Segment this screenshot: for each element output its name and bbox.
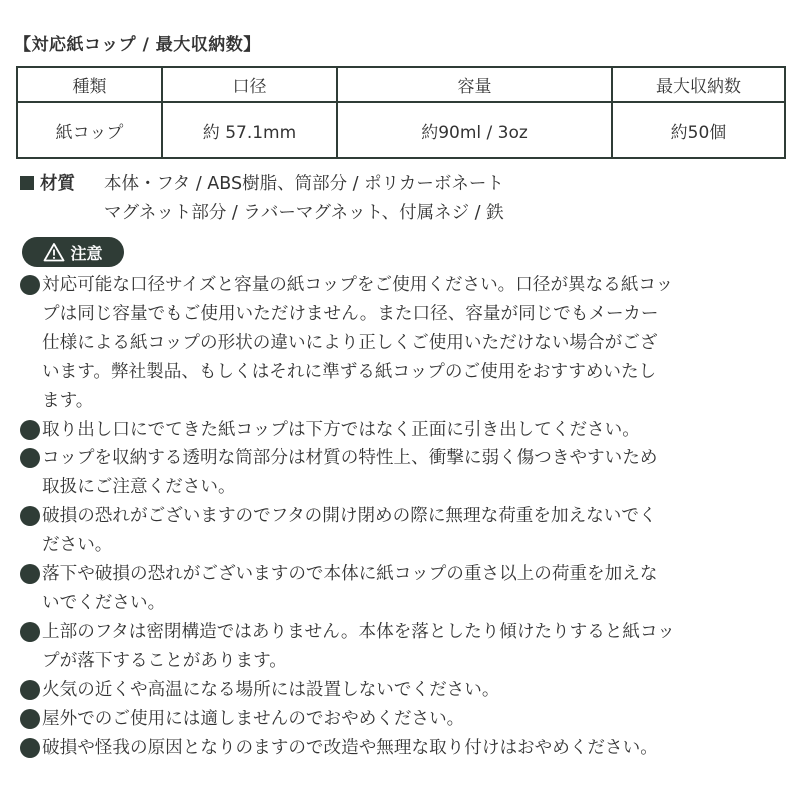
bullet-dot-icon (20, 680, 40, 700)
bullet-dot-icon (20, 709, 40, 729)
caution-badge (22, 237, 124, 267)
caution-item (20, 502, 792, 560)
caution-item (20, 705, 792, 734)
table-row (17, 102, 785, 158)
caution-text-line: 屋外でのご使用には適しませんのでおやめください。 (42, 708, 465, 729)
caution-item (20, 676, 792, 705)
caution-text-line: プは同じ容量でもご使用いただけません。また口径、容量が同じでもメーカー (42, 303, 659, 324)
caution-text-line: ださい。 (42, 535, 113, 556)
caution-text-line: コップを収納する透明な筒部分は材質の特性上、衝撃に弱く傷つきやすいため (42, 448, 658, 469)
caution-text-line: 火気の近くや高温になる場所には設置しないでください。 (42, 679, 500, 700)
cell-diameter: 約 57.1mm (162, 102, 337, 158)
caution-item (20, 271, 792, 416)
caution-item (20, 416, 792, 445)
material-line: 本体・フタ / ABS樹脂、筒部分 / ポリカーボネート (104, 174, 504, 194)
caution-text-line: 対応可能な口径サイズと容量の紙コップをご使用ください。口径が異なる紙コッ (42, 275, 674, 295)
caution-label: 注意 (70, 243, 103, 263)
bullet-dot-icon (20, 738, 40, 758)
header-type: 種類 (17, 67, 162, 102)
caution-text-line: 破損の恐れがございますのでフタの開け閉めの際に無理な荷重を加えないでく (42, 506, 657, 527)
bullet-dot-icon (20, 420, 40, 440)
caution-text-line: いでください。 (42, 592, 166, 613)
caution-text-line: プが落下することがあります。 (42, 650, 287, 671)
caution-text-line: 落下や破損の恐れがございますので本体に紙コップの重さ以上の荷重を加えな (42, 564, 658, 585)
material-label: 材質 (40, 174, 75, 194)
caution-text-line: 取り出し口にでてきた紙コップは下方ではなく正面に引き出してください。 (42, 419, 640, 440)
header-max-count: 最大収納数 (612, 67, 785, 102)
warning-triangle-icon (43, 242, 65, 262)
caution-item (20, 618, 792, 676)
caution-item (20, 560, 792, 618)
caution-text-line: 仕様による紙コップの形状の違いにより正しくご使用いただけない場合がござ (42, 332, 658, 353)
caution-text-line: ます。 (42, 390, 94, 411)
square-bullet-icon (20, 176, 34, 190)
caution-list (20, 271, 792, 762)
bullet-dot-icon (20, 448, 40, 468)
material-info (20, 170, 504, 228)
header-diameter: 口径 (162, 67, 337, 102)
caution-text-line: います。弊社製品、もしくはそれに準ずる紙コップのご使用をおすすめいたし (42, 361, 657, 382)
material-line: マグネット部分 / ラバーマグネット、付属ネジ / 鉄 (104, 203, 504, 223)
header-capacity: 容量 (337, 67, 612, 102)
caution-item (20, 444, 792, 502)
cell-capacity: 約90ml / 3oz (337, 102, 612, 158)
caution-text-line: 破損や怪我の原因となりのますので改造や無理な取り付けはおやめください。 (42, 737, 658, 758)
bullet-dot-icon (20, 506, 40, 526)
bullet-dot-icon (20, 564, 40, 584)
caution-item (20, 734, 792, 763)
spec-table (16, 66, 786, 159)
bullet-dot-icon (20, 275, 40, 295)
caution-text-line: 取扱にご注意ください。 (42, 477, 236, 498)
cell-max-count: 約50個 (612, 102, 785, 158)
section-heading: 【対応紙コップ / 最大収納数】 (14, 35, 261, 55)
bullet-dot-icon (20, 622, 40, 642)
table-header-row (17, 67, 785, 102)
cell-type: 紙コップ (17, 102, 162, 158)
caution-text-line: 上部のフタは密閉構造ではありません。本体を落としたり傾けたりすると紙コッ (42, 621, 675, 642)
